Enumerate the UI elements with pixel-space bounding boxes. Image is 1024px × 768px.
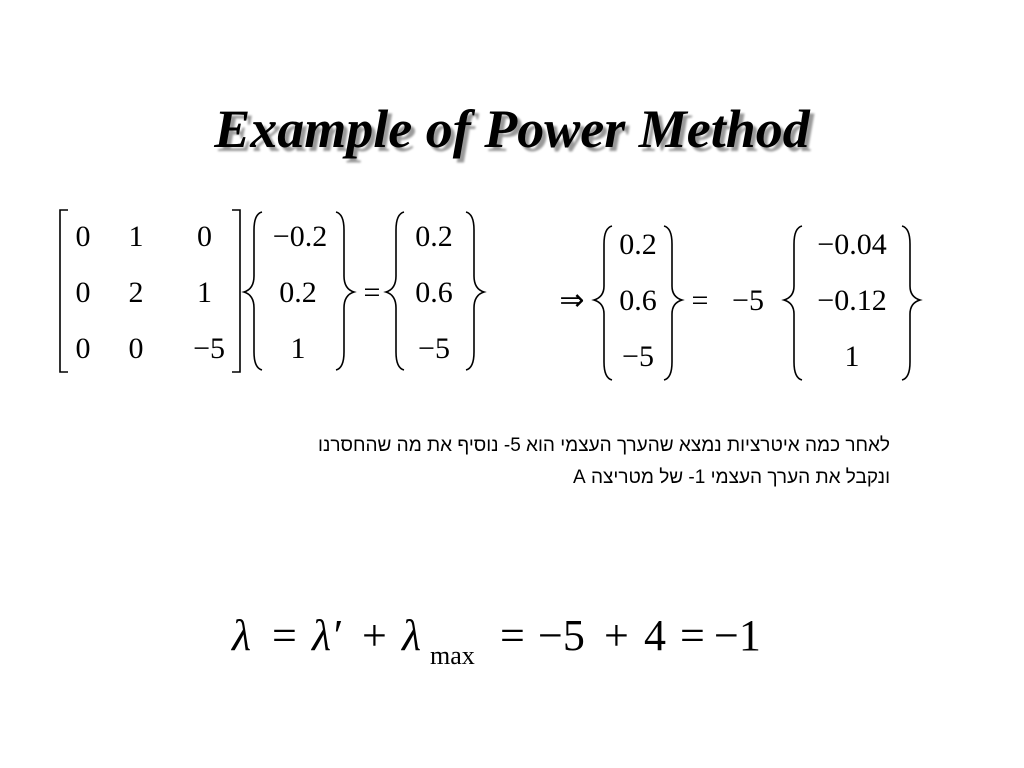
formula-result: −1 [714,611,761,660]
matrix-right-bracket [232,210,240,372]
matrix-cell: 2 [128,276,144,309]
equals-sign: = [680,611,705,660]
lambda-prime-symbol: λ′ [312,611,341,660]
eq2-normalized-left-brace [784,226,802,380]
vector-out-entry: 0.6 [415,276,453,309]
vector-in-entry: 1 [290,332,306,365]
note-line: לאחר כמה איטרציות נמצא שהערך העצמי הוא 5- נוסיף את מה שהחסרנו [318,435,890,456]
vector-in-left-brace [244,212,262,370]
vector-out-left-brace [386,212,404,370]
eq2-normalized-entry: −0.12 [817,284,887,317]
matrix-cell: 1 [128,220,144,253]
eq2-normalized-entry: 1 [844,340,860,373]
formula-term: 4 [644,611,666,660]
page-title: Example of Power Method [214,99,810,159]
matrix-cell: 0 [75,276,91,309]
eq2-vector-right-brace [664,226,682,380]
equals-sign: = [363,276,381,309]
matrix-cell: 0 [75,220,91,253]
matrix-left-bracket [60,210,68,372]
implies-arrow: ⇒ [559,284,585,317]
matrix-cell: 1 [197,276,212,309]
vector-out-right-brace [466,212,484,370]
vector-in-entry: 0.2 [279,276,317,309]
max-subscript: max [430,641,475,670]
eq2-normalized-right-brace [902,226,920,380]
vector-out-entry: −5 [418,332,450,365]
vector-out-entry: 0.2 [415,220,453,253]
plus-sign: + [604,611,629,660]
eq2-vector-entry: −5 [622,340,654,373]
eq2-scalar: −5 [732,284,764,317]
vector-in-right-brace [336,212,354,370]
equals-sign: = [691,284,709,317]
eq2-vector-entry: 0.2 [619,228,657,261]
plus-sign: + [362,611,387,660]
equals-sign: = [272,611,297,660]
vector-in-entry: −0.2 [272,220,328,253]
lambda-symbol: λ [232,611,252,660]
lambda-max-symbol: λ [402,611,422,660]
explanation-note [60,430,890,494]
formula-term: −5 [538,611,585,660]
note-line: ונקבל את הערך העצמי 1- של מטריצה A [573,467,890,488]
matrix-cell: −5 [193,332,225,365]
matrix-cell: 0 [128,332,144,365]
equals-sign: = [500,611,525,660]
eq2-vector-left-brace [594,226,612,380]
matrix-cell: 0 [197,220,212,253]
eq2-normalized-entry: −0.04 [817,228,887,261]
eq2-vector-entry: 0.6 [619,284,657,317]
matrix-cell: 0 [75,332,91,365]
